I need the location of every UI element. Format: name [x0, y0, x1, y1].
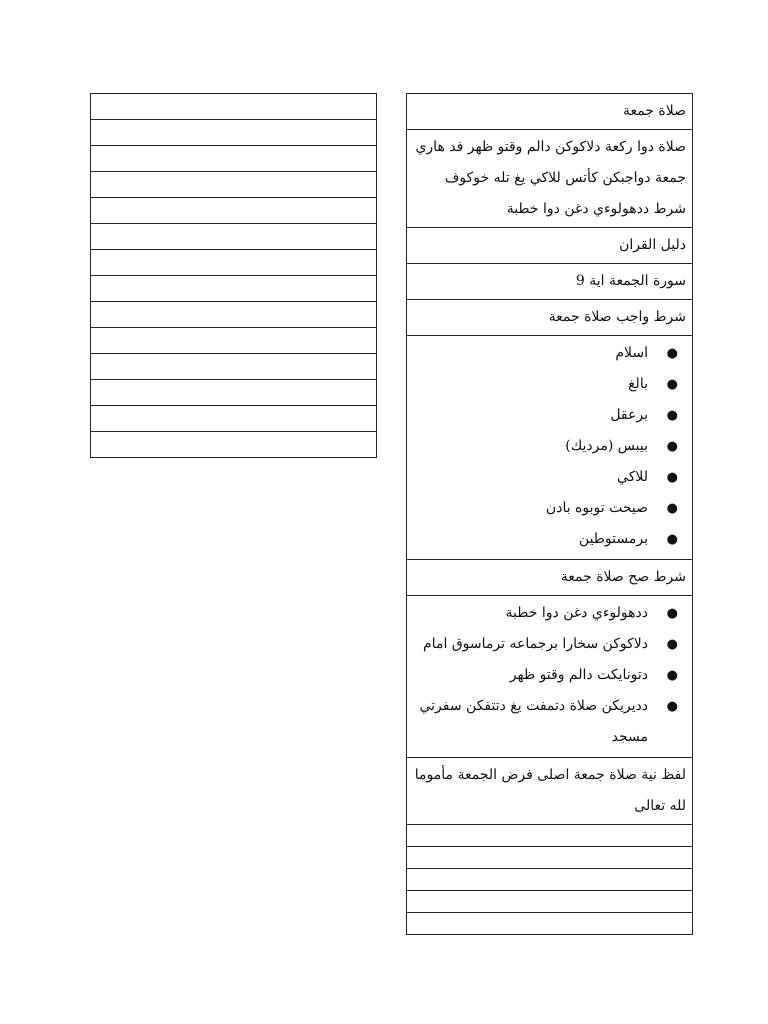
empty-cell	[407, 825, 693, 847]
list-item	[413, 629, 678, 660]
bullet-icon: ●	[666, 501, 678, 516]
obligation-list-cell	[407, 336, 693, 560]
empty-cell	[91, 302, 377, 328]
bullet-icon: ●	[666, 532, 678, 547]
obligation-heading-cell: شرط واجب صلاة جمعة	[407, 300, 693, 336]
empty-cell	[91, 276, 377, 302]
empty-cell	[407, 891, 693, 913]
table-row	[91, 94, 377, 120]
definition-cell: صلاة دوا ركعة دلاكوكن دالم وقتو ظهر فد هاري جمعة دواجبكن كأتس للاكي يغ تله خوكوف شرط ددهولوءي دغن دوا خطبة	[407, 130, 693, 228]
table-row	[91, 146, 377, 172]
table-row	[407, 336, 693, 560]
list-item	[413, 598, 678, 629]
empty-cell	[407, 869, 693, 891]
empty-cell	[91, 380, 377, 406]
table-row	[407, 758, 693, 825]
empty-cell	[91, 250, 377, 276]
empty-cell	[91, 406, 377, 432]
table-row	[91, 406, 377, 432]
table-row	[91, 432, 377, 458]
list-item	[413, 691, 678, 753]
empty-cell	[91, 146, 377, 172]
obligation-list	[413, 338, 686, 555]
table-row	[407, 300, 693, 336]
empty-cell	[91, 354, 377, 380]
table-row	[407, 264, 693, 300]
empty-cell	[91, 172, 377, 198]
bullet-icon: ●	[666, 470, 678, 485]
left-table-body	[91, 94, 377, 458]
validity-list-cell	[407, 596, 693, 758]
table-row	[91, 224, 377, 250]
table-row	[91, 172, 377, 198]
table-row	[91, 198, 377, 224]
intention-cell: لفظ نية صلاة جمعة اصلى فرض الجمعة مأموما لله تعالى	[407, 758, 693, 825]
list-item-text: ددهولوءي دغن دوا خطبة	[505, 605, 648, 621]
table-row	[91, 328, 377, 354]
bullet-icon: ●	[666, 439, 678, 454]
bullet-icon: ●	[666, 408, 678, 423]
evidence-cell: سورة الجمعة اية 9	[407, 264, 693, 300]
validity-heading-cell: شرط صح صلاة جمعة	[407, 560, 693, 596]
table-row	[407, 130, 693, 228]
left-blank-table	[90, 93, 377, 458]
validity-list	[413, 598, 686, 753]
bullet-icon: ●	[666, 606, 678, 621]
right-table-body	[407, 94, 693, 935]
list-item-text: برمستوطين	[578, 531, 648, 547]
list-item	[413, 493, 678, 524]
list-item	[413, 369, 678, 400]
empty-cell	[91, 94, 377, 120]
friday-prayer-notes-table	[406, 93, 693, 935]
bullet-icon: ●	[666, 346, 678, 361]
table-row	[407, 913, 693, 935]
table-row	[407, 825, 693, 847]
list-item	[413, 400, 678, 431]
table-row	[91, 250, 377, 276]
bullet-icon: ●	[666, 699, 678, 714]
list-item	[413, 338, 678, 369]
list-item	[413, 431, 678, 462]
empty-cell	[91, 328, 377, 354]
list-item-text: صيحت توبوه بادن	[545, 500, 648, 516]
list-item	[413, 660, 678, 691]
empty-cell	[91, 198, 377, 224]
table-row	[407, 560, 693, 596]
table-row	[91, 380, 377, 406]
table-row	[91, 354, 377, 380]
evidence-heading-cell: دليل القران	[407, 228, 693, 264]
table-row	[407, 94, 693, 130]
empty-cell	[407, 847, 693, 869]
title-cell: صلاة جمعة	[407, 94, 693, 130]
list-item	[413, 462, 678, 493]
table-row	[407, 891, 693, 913]
list-item-text: دلاكوكن سخارا برجماعه ترماسوق امام	[423, 636, 648, 652]
table-row	[407, 847, 693, 869]
list-item-text: بيبس (مرديك)	[565, 438, 648, 454]
list-item-text: دديريكن صلاة دتمفت يغ دتتفكن سفرتي مسجد	[419, 698, 648, 745]
bullet-icon: ●	[666, 668, 678, 683]
table-row	[91, 120, 377, 146]
table-row	[91, 276, 377, 302]
list-item-text: بالغ	[628, 376, 648, 392]
table-row	[91, 302, 377, 328]
list-item	[413, 524, 678, 555]
bullet-icon: ●	[666, 637, 678, 652]
list-item-text: اسلام	[615, 345, 648, 361]
empty-cell	[91, 120, 377, 146]
empty-cell	[91, 432, 377, 458]
table-row	[407, 596, 693, 758]
bullet-icon: ●	[666, 377, 678, 392]
empty-cell	[407, 913, 693, 935]
table-row	[407, 869, 693, 891]
list-item-text: للاكي	[617, 469, 648, 485]
list-item-text: برعقل	[610, 407, 648, 423]
empty-cell	[91, 224, 377, 250]
list-item-text: دتونايكت دالم وقتو ظهر	[509, 667, 648, 683]
table-row	[407, 228, 693, 264]
